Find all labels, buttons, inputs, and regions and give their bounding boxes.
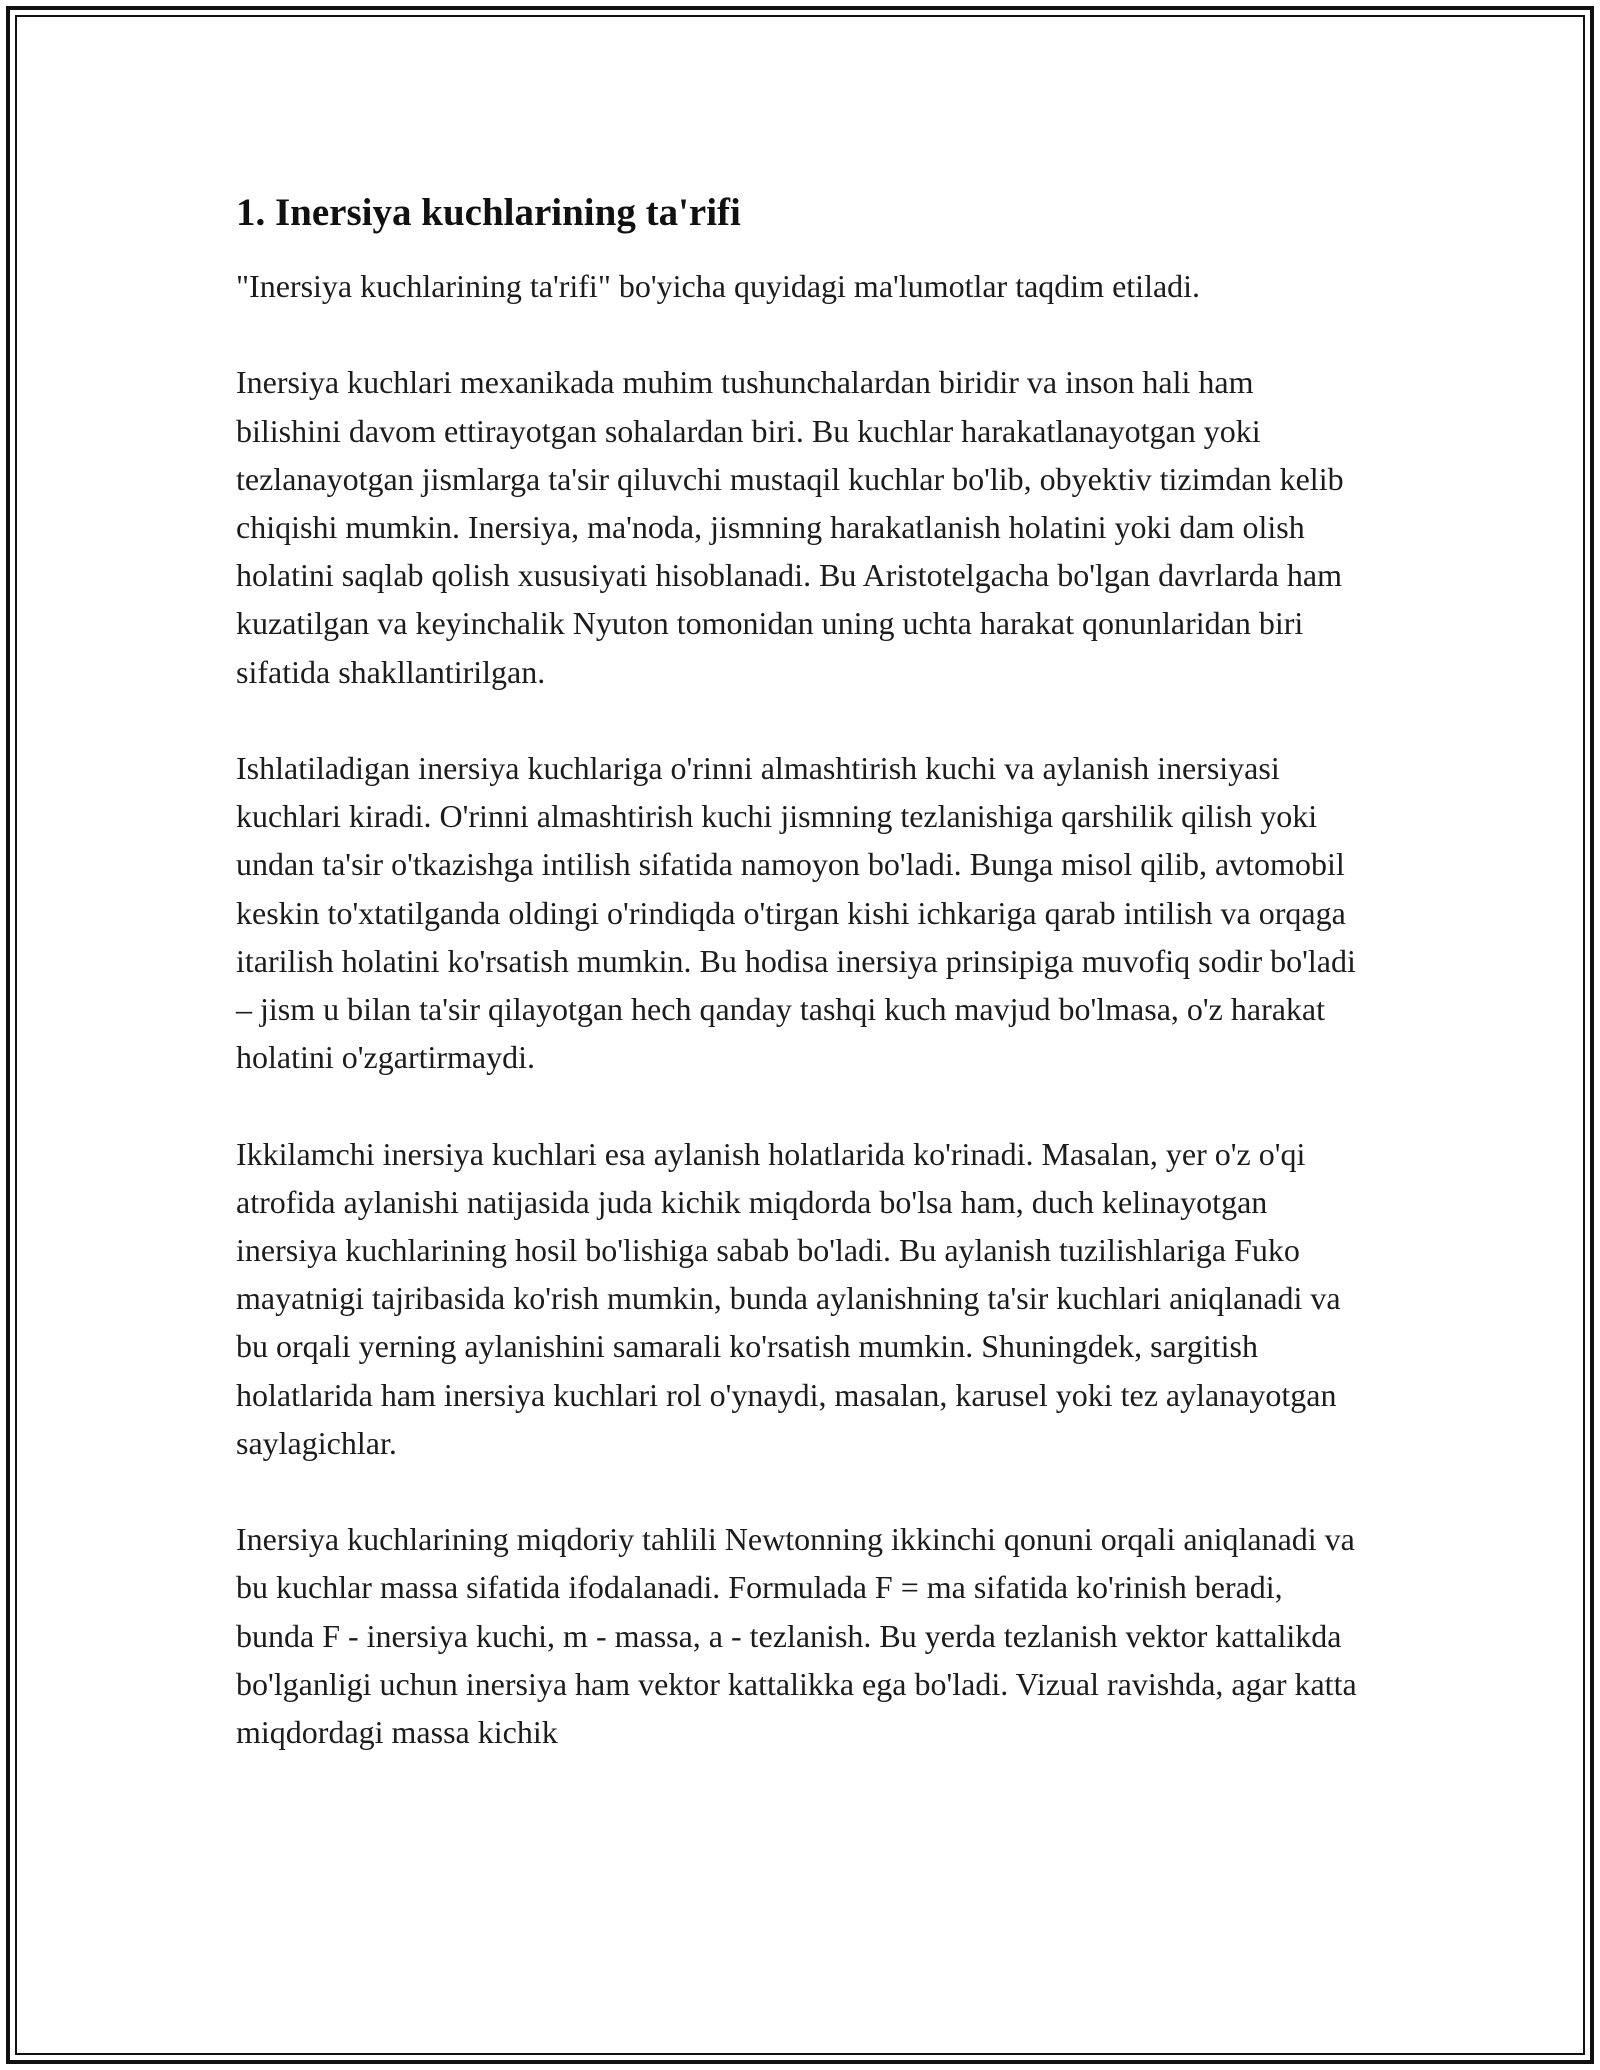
- document-body: [236, 186, 1366, 1756]
- paragraph-1: Inersiya kuchlari mexanikada muhim tushunchalardan biridir va inson hali ham bilishini davom ettirayotgan sohalardan biri. Bu kuchlar harakatlanayotgan yoki tezlanayotgan jismlarga ta'sir qiluvchi mustaqil kuchlar bo'lib, obyektiv tizimdan kelib chiqishi mumkin. Inersiya, ma'noda, jismning harakatlanish holatini yoki dam olish holatini saqlab qolish xususiyati hisoblanadi. Bu Aristotelgacha bo'lgan davrlarda ham kuzatilgan va keyinchalik Nyuton tomonidan uning uchta harakat qonunlaridan biri sifatida shakllantirilgan.: [236, 364, 1344, 690]
- intro-paragraph: "Inersiya kuchlarining ta'rifi" bo'yicha quyidagi ma'lumotlar taqdim etiladi.: [236, 268, 1201, 304]
- section-heading: 1. Inersiya kuchlarining ta'rifi: [236, 191, 741, 234]
- paragraph-4: Inersiya kuchlarining miqdoriy tahlili Newtonning ikkinchi qonuni orqali aniqlanadi va bu kuchlar massa sifatida ifodalanadi. Formulada F = ma sifatida ko'rinish beradi, bunda F - inersiya kuchi, m - massa, a - tezlanish. Bu yerda tezlanish vektor kattalikda bo'lganligi uchun inersiya ham vektor kattalikka ega bo'ladi. Vizual ravishda, agar katta miqdordagi massa kichik: [236, 1521, 1357, 1751]
- paragraph-3: Ikkilamchi inersiya kuchlari esa aylanish holatlarida ko'rinadi. Masalan, yer o'z o'qi atrofida aylanishi natijasida juda kichik miqdorda bo'lsa ham, duch kelinayotgan inersiya kuchlarining hosil bo'lishiga sabab bo'ladi. Bu aylanish tuzilishlariga Fuko mayatnigi tajribasida ko'rish mumkin, bunda aylanishning ta'sir kuchlari aniqlanadi va bu orqali yerning aylanishini samarali ko'rsatish mumkin. Shuningdek, sargitish holatlarida ham inersiya kuchlari rol o'ynaydi, masalan, karusel yoki tez aylanayotgan saylagichlar.: [236, 1135, 1341, 1461]
- paragraph-2: Ishlatiladigan inersiya kuchlariga o'rinni almashtirish kuchi va aylanish inersiyasi kuchlari kiradi. O'rinni almashtirish kuchi jismning tezlanishiga qarshilik qilish yoki undan ta'sir o'tkazishga intilish sifatida namoyon bo'ladi. Bunga misol qilib, avtomobil keskin to'xtatilganda oldingi o'rindiqda o'tirgan kishi ichkariga qarab intilish va orqaga itarilish holatini ko'rsatish mumkin. Bu hodisa inersiya prinsipiga muvofiq sodir bo'ladi – jism u bilan ta'sir qilayotgan hech qanday tashqi kuch mavjud bo'lmasa, o'z harakat holatini o'zgartirmaydi.: [236, 750, 1356, 1076]
